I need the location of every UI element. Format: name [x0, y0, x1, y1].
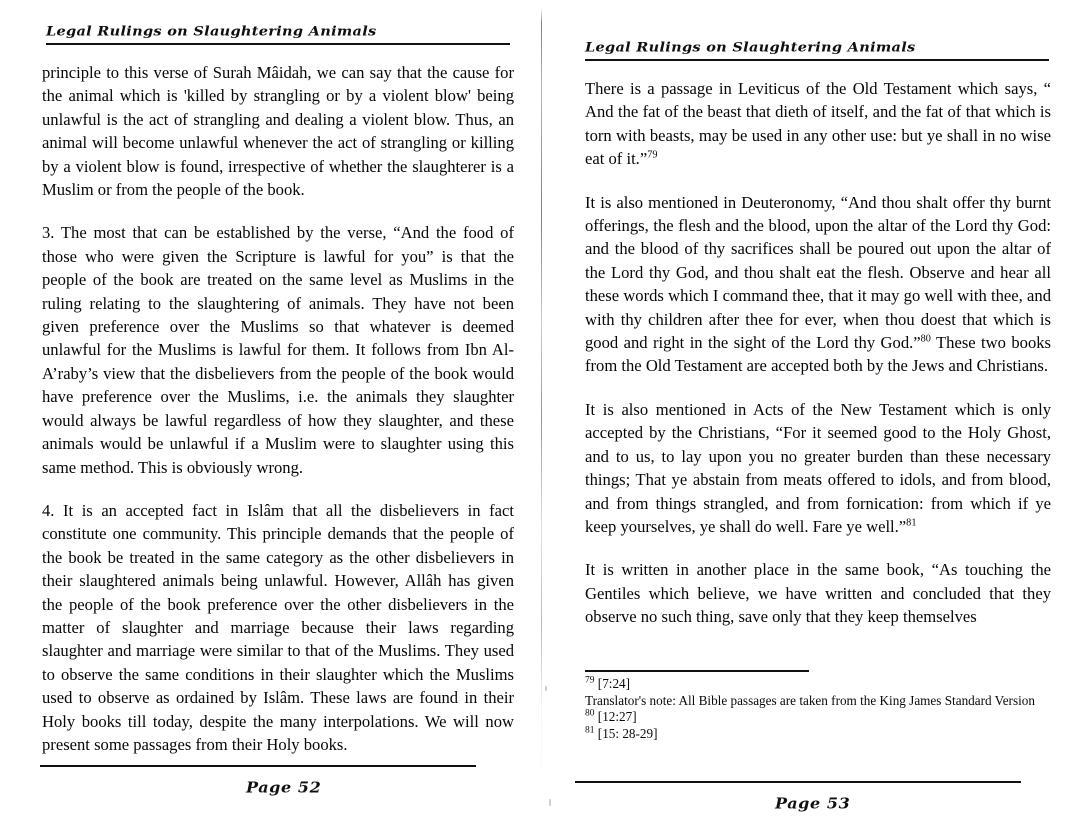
footnote-number: 80: [585, 708, 595, 719]
scan-speck: [303, 789, 306, 793]
footnote-marker: 81: [906, 517, 917, 529]
page-number-right: Page 53: [775, 794, 851, 813]
paragraph-tail: These two books from the Old Testament are accepted both by the Jews and Christians.: [585, 333, 1051, 376]
paragraph: [585, 398, 1051, 538]
header-rule-left: [46, 43, 510, 45]
footnote-item: [585, 676, 1051, 693]
body-column-left: [42, 61, 514, 756]
footnote-item: [585, 693, 1051, 710]
paragraph: 3. The most that can be established by the verse, “And the food of those who were given the Scripture is lawful for you” is that the people of the book are treated on the same level as Muslims in the ruling relating to the slaughtering of animals. They have not been given preference over the Muslims so that whatever is deemed unlawful for the Muslims is lawful for them. It follows from Ibn Al-A’raby’s view that the disbelievers from the people of the book would have preference over the Muslims, i.e. the animals they slaughter would always be lawful regardless of how they slaughter, and these animals would be unlawful if a Muslim were to slaughter using this same method. This is obviously wrong.: [42, 223, 514, 477]
paragraph-text: It is written in another place in the same book, “As touching the Gentiles which believe, we have written and concluded that they observe no such thing, save only that they keep themselves: [585, 560, 1051, 627]
footnote-number: 81: [585, 725, 595, 736]
paragraph: [585, 558, 1051, 628]
page-number-left: Page 52: [246, 778, 322, 797]
footnote-text: [15: 28-29]: [597, 725, 658, 741]
footnote-marker: 80: [920, 333, 931, 345]
body-column-right: [585, 77, 1051, 629]
paragraph-text: It is also mentioned in Acts of the New Testament which is only accepted by the Christians, “For it seemed good to the Holy Ghost, and to us, to lay upon you no greater burden than these necessary things; That ye abstain from meats offered to idols, and from blood, and from things strangled, and from fornication: from which if ye keep yourselves, ye shall do well. Fare ye well.”: [585, 399, 1051, 536]
footnote-item: [585, 709, 1051, 726]
footnote-text: [12:27]: [597, 709, 637, 725]
footnote-block: [585, 676, 1051, 742]
paragraph-text: It is also mentioned in Deuteronomy, “And thou shalt offer thy burnt offerings, the flesh and the blood, upon the altar of the Lord thy God: and the blood of thy sacrifices shall be poured out upon the altar of the Lord thy God, and thou shalt eat the flesh. Observe and hear all these words which I command thee, that it may go well with thee, and with thy children after thee for ever, when thou doest that which is good and right in the sight of the Lord thy God.”: [585, 192, 1051, 353]
footnote-marker: 79: [647, 149, 658, 161]
paragraph: 4. It is an accepted fact in Islâm that all the disbelievers in fact constitute one community. This principle demands that the people of the book be treated in the same category as the other disbelievers in their slaughtered animals being unlawful. However, Allâh has given the people of the book preference over the other disbelievers in the matter of slaughter and marriage because their laws regarding slaughter and marriage were similar to that of the Muslims. They used to observe the same conditions in their slaughter which the Muslims used to observe as ordained by Islâm. These laws are found in their Holy books till today, despite the many interpolations. We will now present some passages from their Holy books.: [42, 500, 514, 754]
paragraph: principle to this verse of Surah Mâidah, we can say that the cause for the animal which is 'killed by strangling or by a violent blow' being unlawful is the act of strangling and dealing a violent blow. Thus, an animal will become unlawful whenever the act of strangling or killing by a violent blow is found, irrespective of whether the slaughterer is a Muslim or from the people of the book.: [42, 63, 514, 200]
footnote-text: [7:24]: [597, 676, 631, 691]
running-header-left: Legal Rulings on Slaughtering Animals: [46, 23, 377, 39]
paragraph-text: There is a passage in Leviticus of the Old Testament which says, “ And the fat of the beast that dieth of itself, and the fat of that which is torn with beasts, may be used in any other use: but ye shall in no wise eat of it.”: [585, 79, 1051, 169]
paragraph: [585, 191, 1051, 378]
footnote-separator-rule: [585, 670, 809, 672]
page-right: [543, 0, 1086, 828]
paragraph: [585, 77, 1051, 171]
footnote-item: [585, 726, 1051, 743]
footer-rule-right: [575, 781, 1021, 783]
running-header-right: Legal Rulings on Slaughtering Animals: [585, 39, 916, 55]
footnote-number: 79: [585, 675, 595, 686]
footer-rule-left: [40, 765, 476, 767]
footnote-text: Translator's note: All Bible passages are taken from the King James Standard Version: [585, 692, 1035, 708]
header-rule-right: [585, 59, 1049, 61]
